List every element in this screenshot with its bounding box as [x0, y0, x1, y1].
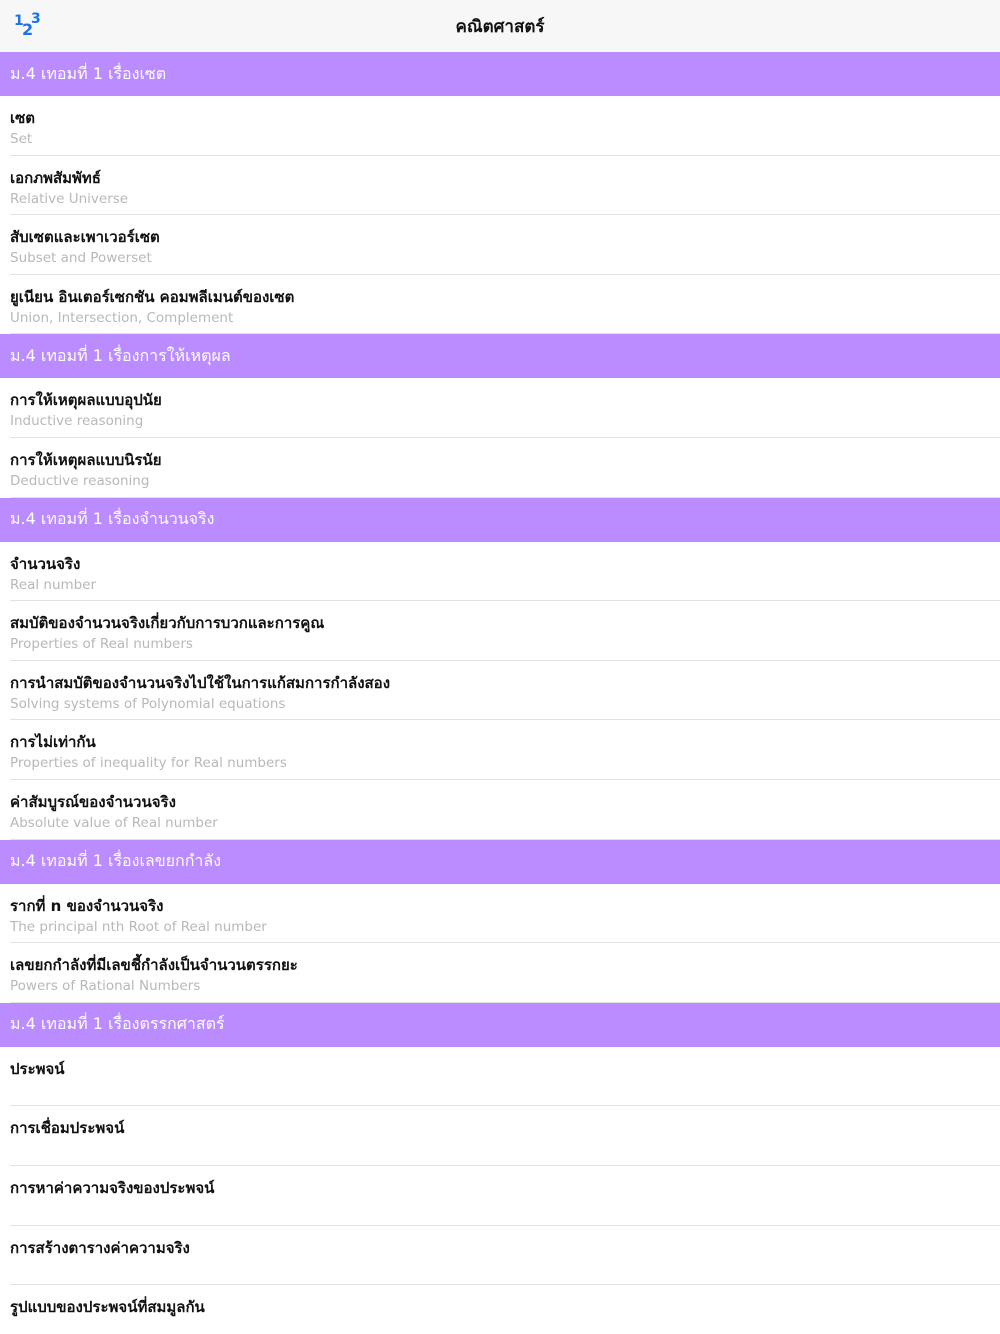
- list-item-subtitle: Real number: [10, 576, 97, 593]
- list-item-subtitle: The principal nth Root of Real number: [10, 918, 267, 935]
- list-item[interactable]: [0, 1285, 1000, 1334]
- list-item-title: ค่าสัมบูรณ์ของจำนวนจริง: [10, 792, 176, 811]
- list-item-title: รากที่ n ของจำนวนจริง: [10, 896, 164, 915]
- navigation-bar: [0, 0, 1000, 52]
- list-item[interactable]: [0, 601, 1000, 661]
- list-item[interactable]: [0, 720, 1000, 780]
- list-item[interactable]: [0, 1166, 1000, 1226]
- section-header: ม.4 เทอมที่ 1 เรื่องเลขยกกำลัง: [0, 840, 1000, 884]
- list-item[interactable]: [0, 542, 1000, 602]
- list-item-subtitle: Inductive reasoning: [10, 413, 144, 430]
- list-item-subtitle: Relative Universe: [10, 190, 129, 207]
- list-item-title: ประพจน์: [10, 1059, 65, 1078]
- list-item-title: การนำสมบัติของจำนวนจริงไปใช้ในการแก้สมการกำลังสอง: [10, 673, 391, 692]
- list-item-title: การสร้างตารางค่าความจริง: [10, 1238, 190, 1257]
- list-item-title: ยูเนียน อินเตอร์เซกชัน คอมพลีเมนต์ของเซต: [10, 287, 295, 306]
- list-item-title: เซต: [10, 109, 36, 127]
- list-item[interactable]: [0, 156, 1000, 216]
- list-item-title: การให้เหตุผลแบบนิรนัย: [10, 450, 162, 469]
- section-header: ม.4 เทอมที่ 1 เรื่องเซต: [0, 52, 1000, 96]
- list-item[interactable]: [0, 1106, 1000, 1166]
- list-item[interactable]: [0, 943, 1000, 1003]
- list-item-title: สมบัติของจำนวนจริงเกี่ยวกับการบวกและการคูณ: [10, 614, 325, 633]
- digit-one: 1: [14, 13, 24, 29]
- list-item[interactable]: [0, 215, 1000, 275]
- list-item[interactable]: [0, 378, 1000, 438]
- list-item[interactable]: [0, 96, 1000, 156]
- list-item-title: การเชื่อมประพจน์: [10, 1119, 125, 1138]
- list-item[interactable]: [0, 1226, 1000, 1286]
- list-item[interactable]: [0, 884, 1000, 944]
- list-item[interactable]: [0, 661, 1000, 721]
- list-item-title: จำนวนจริง: [10, 554, 81, 573]
- list-item-title: การหาค่าความจริงของประพจน์: [10, 1178, 215, 1197]
- list-item-title: การให้เหตุผลแบบอุปนัย: [10, 391, 162, 410]
- list-item-title: รูปแบบของประพจน์ที่สมมูลกัน: [10, 1298, 205, 1317]
- digit-three: 3: [31, 11, 41, 27]
- list-item-title: การไม่เท่ากัน: [10, 733, 96, 752]
- list-item-subtitle: Deductive reasoning: [10, 472, 150, 489]
- list-item[interactable]: [0, 275, 1000, 335]
- list-item-subtitle: Union, Intersection, Complement: [10, 309, 234, 326]
- list-item-title: เอกภพสัมพัทธ์: [10, 168, 101, 187]
- list-item-title: สับเซตและเพาเวอร์เซต: [10, 228, 160, 247]
- section-header: ม.4 เทอมที่ 1 เรื่องตรรกศาสตร์: [0, 1003, 1000, 1047]
- list-item[interactable]: [0, 1047, 1000, 1107]
- list-item-subtitle: Properties of Real numbers: [10, 636, 193, 653]
- list-item-subtitle: Properties of inequality for Real numbers: [10, 755, 287, 772]
- list-item-title: เลขยกกำลังที่มีเลขชี้กำลังเป็นจำนวนตรรกยะ: [10, 956, 298, 975]
- list-item-subtitle: Powers of Rational Numbers: [10, 978, 201, 995]
- page-title: คณิตศาสตร์: [455, 16, 545, 37]
- list-item-subtitle: Absolute value of Real number: [10, 814, 218, 831]
- numbers-123-icon[interactable]: [14, 12, 44, 40]
- list-item-subtitle: Subset and Powerset: [10, 250, 152, 267]
- section-header: ม.4 เทอมที่ 1 เรื่องจำนวนจริง: [0, 498, 1000, 542]
- list-item-subtitle: Solving systems of Polynomial equations: [10, 695, 286, 712]
- list-item-subtitle: Set: [10, 131, 33, 147]
- list-item[interactable]: [0, 780, 1000, 840]
- lesson-list: [0, 52, 1000, 1334]
- list-item[interactable]: [0, 438, 1000, 498]
- digit-two: 2: [22, 20, 34, 39]
- section-header: ม.4 เทอมที่ 1 เรื่องการให้เหตุผล: [0, 334, 1000, 378]
